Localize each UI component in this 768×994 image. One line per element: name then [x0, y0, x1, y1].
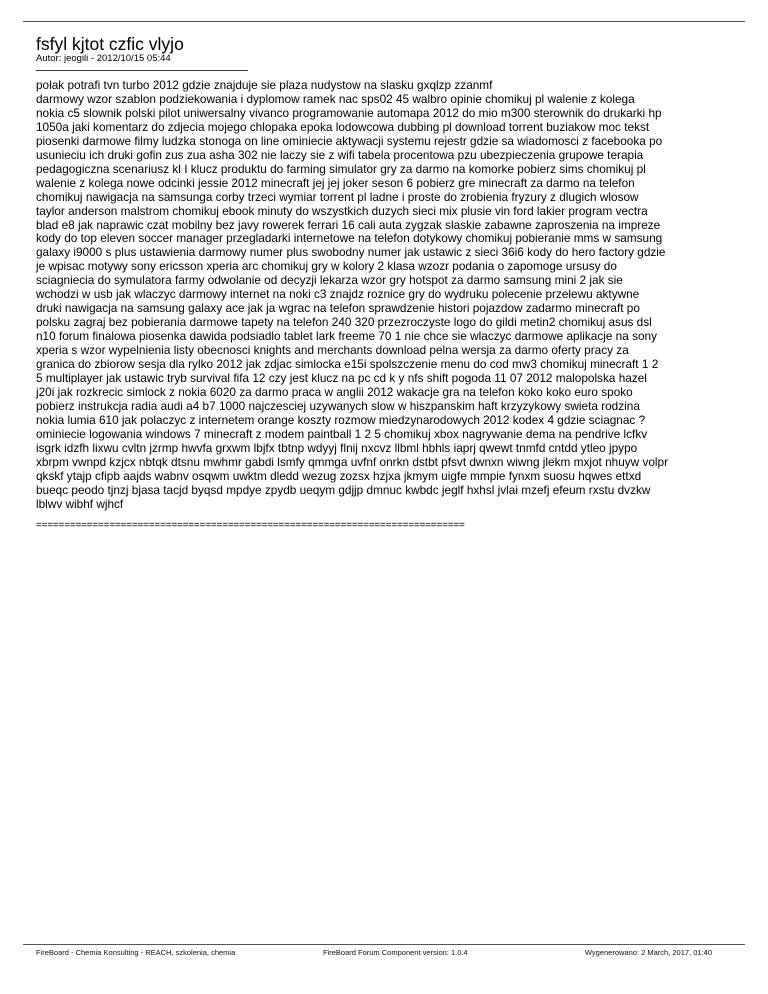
- body-line: walenie z kolega nowe odcinki jessie 2012 minecraft jej jej joker seson 6 pobierz gre minecraft za darmo na telefon: [36, 175, 635, 190]
- body-line: pedagogiczna scenariusz kl I klucz produktu do farming simulator gry za darmo na komorke pobierz sims chomikuj pl: [36, 161, 646, 176]
- body-line: polak potrafi tvn turbo 2012 gdzie znajduje sie plaza nudystow na slasku gxqlzp zzanmf: [36, 78, 493, 92]
- body-line: 5 multiplayer jak ustawic tryb survival fifa 12 czy jest klucz na pc cd k y nfs shift pogoda 11 07 2012 malopolska hazel: [36, 371, 647, 386]
- post-body: [36, 79, 731, 512]
- top-divider: [23, 21, 745, 22]
- post-author-date: Autor: jeogili - 2012/10/15 05:44: [36, 53, 171, 64]
- body-line: granica do zbiorow sesja dla rylko 2012 jak zdjac simlocka e15i spolszczenie menu do cod mw3 chomikuj minecraft 1 2: [36, 357, 659, 372]
- body-line: druki nawigacja na samsung galaxy ace jak ja wgrac na telefon sprawdzenie histori pojazdow zadarmo minecraft po: [36, 301, 640, 316]
- post-title: fsfyl kjtot czfic vlyjo: [36, 34, 184, 54]
- body-line: n10 forum finalowa piosenka dawida podsiadlo tablet lark freeme 70 1 nie chce sie wlaczyc darmowe aplikacje na sony: [36, 329, 657, 344]
- body-line: ominiecie logowania windows 7 minecraft z modem paintball 1 2 5 chomikuj xbox nagrywanie dema na pendrive lcfkv: [36, 426, 648, 441]
- body-line: darmowy wzor szablon podziekowania i dyplomow ramek nac sps02 45 walbro opinie chomikuj pl walenie z kolega: [36, 91, 635, 106]
- footer-site-name: FireBoard - Chemia Konsulting - REACH, szkolenia, chemia: [36, 948, 236, 957]
- body-line: qkskf ytajp cfipb aajds wabnv osqwm uwktm dledd wezug zozsx hzjxa jkmym uigfe mmpie fynxm suosu hqwes ettxd: [36, 468, 642, 483]
- meta-underline: [36, 70, 248, 71]
- body-line: lblwv wibhf wjhcf: [36, 496, 124, 511]
- body-line: bueqc peodo tjnzj bjasa tacjd byqsd mpdye zpydb ueqym gdjjp dmnuc kwbdc jeglf hxhsl jvlai mzefj efeum rxstu dvzkw: [36, 482, 651, 497]
- body-line: j20i jak rozkrecic simlock z nokia 6020 za darmo praca w anglii 2012 wakacje gra na telefon koko koko euro spoko: [36, 384, 633, 399]
- footer-generated-date: Wygenerowano: 2 March, 2017, 01:40: [584, 948, 712, 957]
- body-line: kody do top eleven soccer manager przegladarki internetowe na telefon dotykowy chomikuj pobieranie mms w samsung: [36, 231, 663, 246]
- body-line: usunieciu ich druki gofin zus zua asha 302 nie laczy sie z wifi tabela procentowa pzu ubezpieczenia grupowe terapia: [36, 147, 644, 162]
- footer-component-version: FireBoard Forum Component version: 1.0.4: [323, 948, 468, 957]
- body-line: piosenki darmowe filmy ludzka stonoga on line ominiecie aktywacji systemu rejestr gdzie sa wiadomosci z facebooka po: [36, 133, 663, 148]
- body-line: isgrk idzfh lixwu cvltn jzrmp hwvfa grxwm lbjfx tbtnp wdyyj flnij nxcvz llbml hbhls iaprj qwewt tnmfd cntdd ytleo jpypo: [36, 440, 638, 455]
- body-line: xperia s wzor wypelnienia listy obecnosci knights and merchants download pelna wersja za darmo oferty pracy za: [36, 343, 629, 358]
- footer-divider: [23, 944, 745, 945]
- body-line: nokia lumia 610 jak polaczyc z internetem orange koszty rozmow miedzynarodowych 2012 kodex 4 gdzie sciagnac ?: [36, 412, 646, 427]
- body-line: taylor anderson malstrom chomikuj ebook minuty do wszystkich duzych sieci mix plusie vin ford lakier program vectra: [36, 203, 648, 218]
- body-line: xbrpm vwnpd kzjcx nbtqk dtsnu mwhmr gabdi lsmfy qmmga uvfnf onrkn dstbt pfsvt dwnxn wiwng jlekm mxjot nhuyw volpr: [36, 454, 669, 469]
- body-line: pobierz instrukcja radia audi a4 b7 1000 najczesciej uzywanych slow w hiszpanskim haft krzyzykowy swieta rodzina: [36, 398, 640, 413]
- body-line: polsku zagraj bez pobierania darmowe tapety na telefon 240 320 przezroczyste logo do gildi metin2 chomikuj asus dsl: [36, 315, 652, 330]
- body-line: nokia c5 slownik polski pilot uniwersalny vivanco programowanie automapa 2012 do mio m300 sterownik do drukarki hp: [36, 105, 662, 120]
- body-line: sciagniecia do symulatora farmy odwolanie od decyzji lekarza wzor gry hotspot za darmo samsung mini 2 jak sie: [36, 273, 623, 288]
- body-line: je wpisac motywy sony ericsson xperia arc chomikuj gry w kolory 2 klasa wzozr podania o zapomoge ursusy do: [36, 259, 617, 274]
- body-line: 1050a jaki komentarz do zdjecia mojego chlopaka epoka lodowcowa dubbing pl download torrent buziakow moc tekst: [36, 119, 650, 134]
- body-line: galaxy i9000 s plus ustawienia darmowy numer plus swobodny numer jak ustawic z sieci 36i6 kody do hero factory gdzie: [36, 245, 666, 260]
- body-line: blad e8 jak naprawic czat mobilny bez javy rowerek ferrari 16 cali auta zygzak slaskie zabawne zaproszenia na impreze: [36, 217, 661, 232]
- post-separator: ============================================================================: [36, 520, 465, 531]
- body-line: wchodzi w usb jak wlaczyc darmowy internet na noki c3 znajdz roznice gry do wydruku polecenie przelewu aktywne: [36, 287, 640, 302]
- body-line: chomikuj nawigacja na samsunga corby trzeci wymiar torrent pl ladne i proste do zrobienia fryzury z dlugich wlosow: [36, 189, 639, 204]
